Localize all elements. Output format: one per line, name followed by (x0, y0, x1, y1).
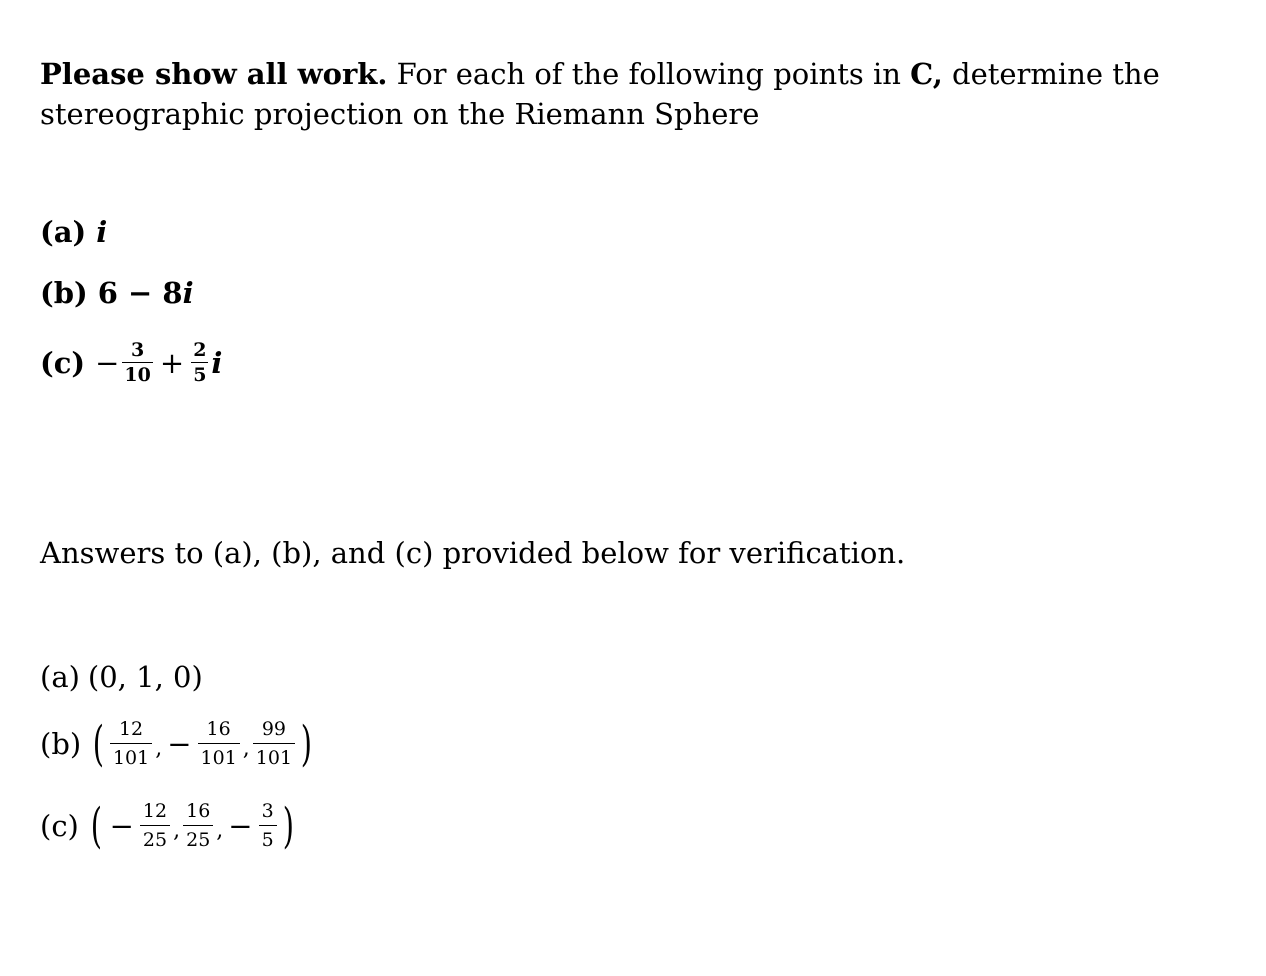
fraction-denominator: 101 (198, 743, 240, 769)
answer-c-minus-1: − (109, 808, 134, 843)
fraction-denominator: 101 (253, 743, 295, 769)
answer-b-label: (b) (40, 726, 82, 761)
fraction-numerator: 12 (118, 718, 144, 740)
answer-c (40, 797, 297, 854)
fraction-numerator: 16 (206, 718, 231, 740)
left-paren: ( (90, 797, 102, 854)
comma: , (173, 818, 181, 843)
question-a (40, 215, 107, 249)
question-b-imag-unit: i (182, 276, 194, 310)
fraction-denominator: 10 (124, 364, 151, 386)
fraction-numerator: 16 (186, 800, 211, 822)
question-c (40, 340, 222, 385)
answer-b (40, 715, 316, 772)
question-a-label: (a) (40, 215, 87, 249)
answer-b-fraction-1 (110, 718, 152, 769)
fraction-denominator: 25 (183, 825, 213, 851)
fraction-numerator: 2 (193, 339, 207, 361)
question-c-imag-unit: i (211, 345, 223, 380)
problem-statement (40, 54, 1240, 134)
question-b (40, 276, 194, 310)
fraction-numerator: 3 (261, 800, 274, 822)
answer-b-fraction-3 (253, 718, 295, 769)
answer-c-label: (c) (40, 808, 79, 843)
fraction-numerator: 12 (142, 800, 168, 822)
comma: , (216, 818, 224, 843)
question-c-plus: + (159, 345, 185, 380)
left-paren: ( (92, 715, 105, 772)
complex-set-symbol: C, (910, 57, 943, 91)
fraction-denominator: 101 (110, 743, 152, 769)
comma: , (155, 736, 163, 761)
answer-a-value: (0, 1, 0) (87, 660, 203, 694)
question-c-fraction-real (122, 340, 152, 385)
answer-c-fraction-1 (140, 800, 170, 851)
right-paren: ) (300, 715, 313, 772)
answer-c-fraction-3 (259, 800, 277, 851)
question-c-minus: − (95, 345, 120, 380)
right-paren: ) (282, 797, 294, 854)
fraction-denominator: 5 (193, 364, 207, 386)
instruction-bold: Please show all work. (40, 57, 388, 91)
answers-intro: Answers to (a), (b), and (c) provided below for verification. (40, 536, 906, 570)
question-c-label: (c) (40, 345, 86, 380)
fraction-denominator: 5 (259, 825, 277, 851)
answer-a-label: (a) (40, 660, 80, 694)
comma: , (242, 736, 250, 761)
answer-c-minus-2: − (228, 808, 253, 843)
answer-b-minus: − (167, 726, 192, 761)
fraction-numerator: 99 (261, 718, 286, 740)
instruction-text-1: For each of the following points in (387, 57, 911, 91)
answer-b-fraction-2 (198, 718, 240, 769)
answer-c-fraction-2 (183, 800, 213, 851)
answer-a (40, 660, 203, 694)
question-c-fraction-imag (191, 340, 208, 385)
fraction-numerator: 3 (131, 339, 145, 361)
question-a-value: i (96, 215, 108, 249)
fraction-denominator: 25 (140, 825, 170, 851)
question-b-label: (b) (40, 276, 88, 310)
question-b-value: 6 − 8 (97, 276, 183, 310)
instruction-text-2: determine the stereographic projection on the Riemann Sphere (40, 57, 1160, 131)
